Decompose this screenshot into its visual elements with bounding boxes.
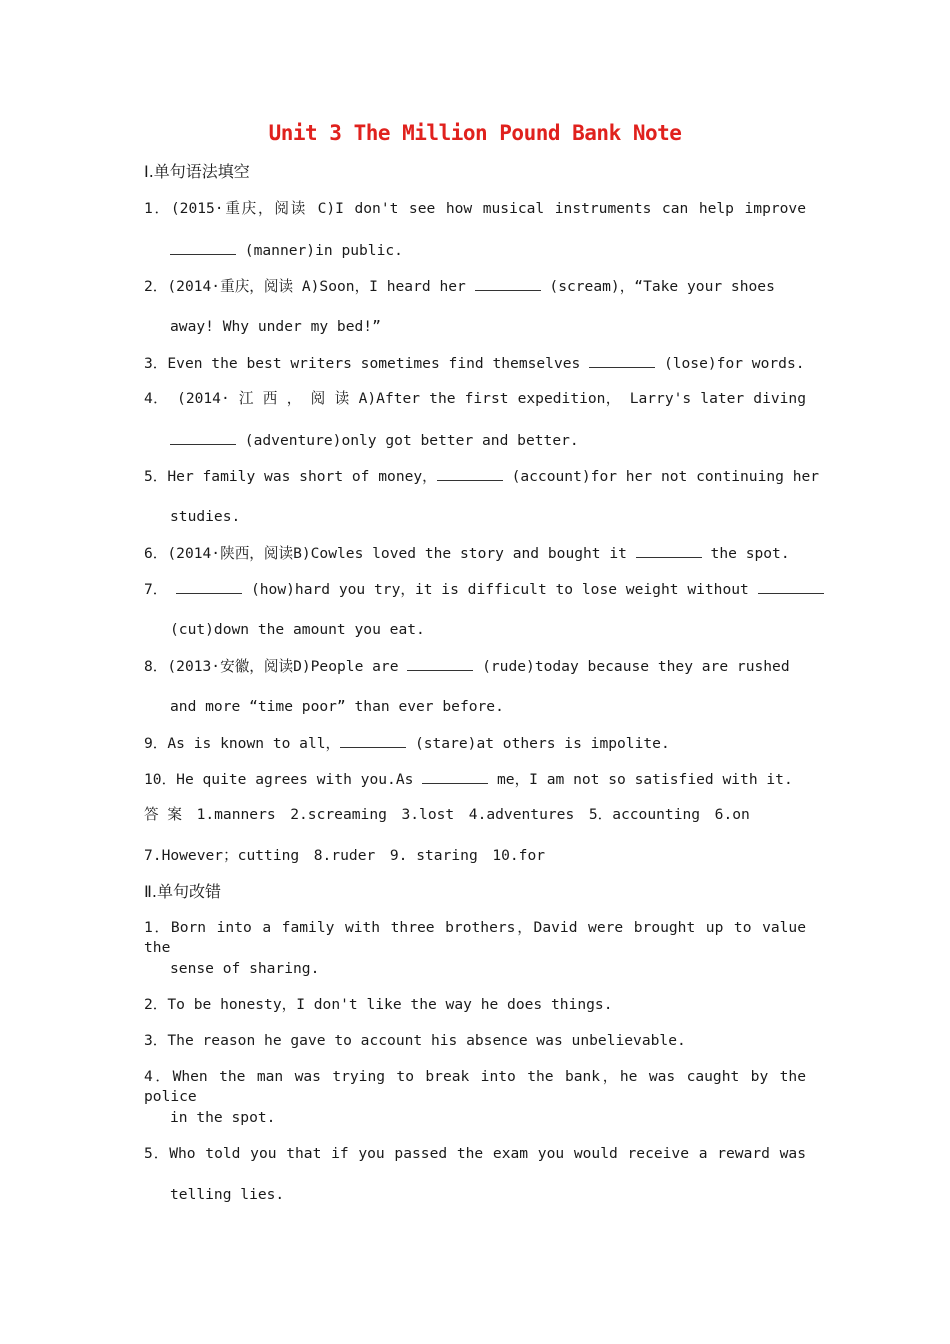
answer-blank[interactable]	[170, 240, 236, 255]
question-2-line1: 2．(2014·重庆，阅读 A)Soon，I heard her (scream)，“Take your shoes	[144, 278, 775, 295]
section-heading-correction: Ⅱ.单句改错	[144, 882, 221, 901]
question-8-line1: 8．(2013·安徽，阅读D)People are (rude)today because they are rushed	[144, 658, 790, 675]
correction-1-line1: 1．Born into a family with three brothers，David were brought up to value the	[144, 919, 806, 956]
question-6: 6．(2014·陕西，阅读B)Cowles loved the story and bought it the spot.	[144, 545, 790, 562]
answer-key-line2: 7.However；cutting 8.ruder 9. staring 10.for	[144, 847, 546, 864]
answer-blank[interactable]	[176, 579, 242, 594]
correction-3: 3．The reason he gave to account his absence was unbelievable.	[144, 1032, 686, 1049]
correction-4-line2: in the spot.	[170, 1109, 276, 1126]
answer-blank[interactable]	[170, 430, 236, 445]
question-1-line1: 1．(2015·重庆，阅读 C)I don't see how musical instruments can help improve	[144, 200, 806, 217]
answer-blank[interactable]	[475, 276, 541, 291]
answer-blank[interactable]	[437, 466, 503, 481]
question-4-line2: (adventure)only got better and better.	[170, 430, 806, 451]
correction-2: 2．To be honesty，I don't like the way he does things.	[144, 996, 613, 1013]
correction-4-line1: 4．When the man was trying to break into the bank，he was caught by the police	[144, 1068, 806, 1105]
question-5-line2: studies.	[170, 508, 241, 525]
page-title: Unit 3 The Million Pound Bank Note	[268, 121, 682, 145]
answer-blank[interactable]	[589, 353, 655, 368]
answer-blank[interactable]	[636, 543, 702, 558]
question-3: 3．Even the best writers sometimes find themselves (lose)for words.	[144, 355, 805, 372]
section-heading-grammar: Ⅰ.单句语法填空	[144, 162, 250, 181]
correction-1-line2: sense of sharing.	[170, 960, 320, 977]
question-10: 10．He quite agrees with you.As me，I am not so satisfied with it.	[144, 771, 793, 788]
answer-key-line1: 答 案 1.manners 2.screaming 3.lost 4.adventures 5．accounting 6.on	[144, 806, 750, 823]
answer-blank[interactable]	[340, 733, 406, 748]
question-7-line2: (cut)down the amount you eat.	[170, 621, 425, 638]
question-2-line2: away! Why under my bed!”	[170, 318, 381, 335]
question-1-line2: (manner)in public.	[170, 240, 806, 261]
correction-5-line1: 5．Who told you that if you passed the exam you would receive a reward was	[144, 1145, 806, 1162]
answer-blank[interactable]	[407, 656, 473, 671]
question-8-line2: and more “time poor” than ever before.	[170, 698, 504, 715]
question-4-line1: 4． (2014· 江 西 ， 阅 读 A)After the first expedition， Larry's later diving	[144, 390, 806, 407]
answer-blank[interactable]	[758, 579, 824, 594]
answer-blank[interactable]	[422, 769, 488, 784]
correction-5-line2: telling lies.	[170, 1186, 285, 1203]
question-5-line1: 5．Her family was short of money， (account)for her not continuing her	[144, 468, 820, 485]
question-9: 9．As is known to all， (stare)at others is impolite.	[144, 735, 670, 752]
question-7-line1: 7． (how)hard you try，it is difficult to lose weight without	[144, 579, 806, 600]
